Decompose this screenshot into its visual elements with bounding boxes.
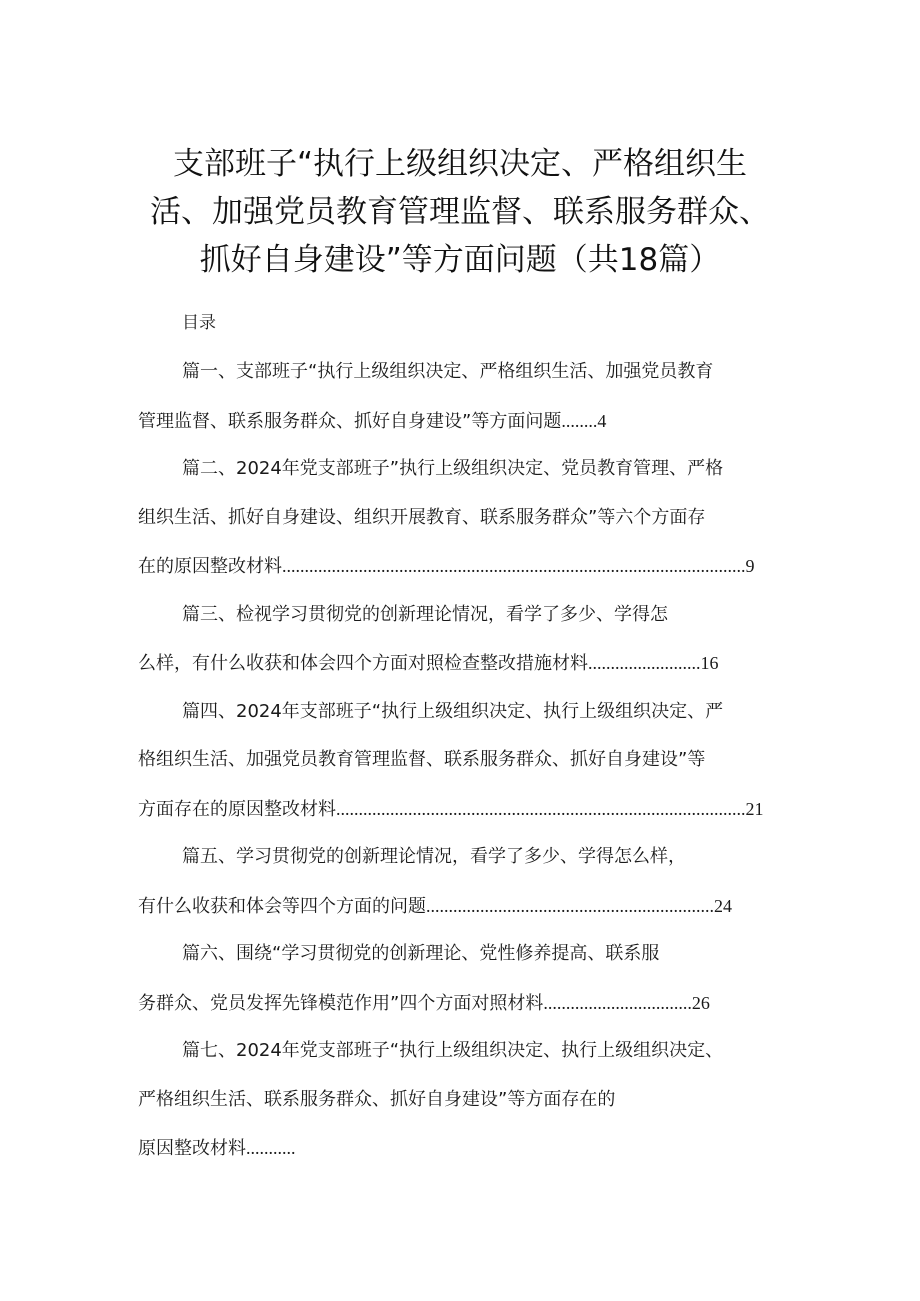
toc-entry-5-line-2	[138, 882, 798, 931]
toc-entry-1[interactable]	[138, 348, 798, 445]
toc-entry-1-page: 4	[597, 410, 607, 431]
title-line-1: 支部班子“执行上级组织决定、严格组织生	[172, 146, 748, 182]
toc-entry-7-line-2: 严格组织生活、联系服务群众、抓好自身建设”等方面存在的	[138, 1088, 616, 1110]
toc-entry-3-line-2-text: 么样，有什么收获和体会四个方面对照检查整改措施材料	[138, 653, 588, 674]
toc-entry-4[interactable]	[138, 688, 798, 834]
toc-entry-3-page: 16	[700, 653, 719, 673]
toc-entry-4-line-3	[138, 785, 798, 834]
toc-entry-4-line-2: 格组织生活、加强党员教育管理监督、联系服务群众、抓好自身建设”等	[138, 749, 706, 770]
toc-entry-1-line-1: 篇一、支部班子“执行上级组织决定、严格组织生活、加强党员教育	[182, 361, 714, 382]
toc-entry-2-page: 9	[745, 556, 755, 576]
table-of-contents	[138, 348, 798, 1173]
toc-entry-3-leader: .........................	[588, 653, 701, 673]
title-line-3: 抓好自身建设”等方面问题（共18篇）	[199, 242, 721, 278]
title-line-2: 活、加强党员教育管理监督、联系服务群众、	[150, 194, 770, 230]
toc-heading: 目录	[182, 313, 216, 333]
toc-entry-1-line-2-text: 管理监督、联系服务群众、抓好自身建设”等方面问题	[138, 410, 562, 432]
toc-entry-4-leader: ...........................................................................................	[336, 798, 746, 819]
toc-entry-5[interactable]	[138, 833, 798, 930]
toc-entry-1-leader: ........	[561, 410, 598, 431]
toc-entry-3-line-1: 篇三、检视学习贯彻党的创新理论情况，看学了多少、学得怎	[182, 603, 668, 625]
toc-entry-7[interactable]	[138, 1027, 798, 1173]
toc-entry-6-line-1: 篇六、围绕“学习贯彻党的创新理论、党性修养提高、联系服	[182, 943, 660, 964]
toc-entry-2[interactable]	[138, 445, 798, 591]
toc-entry-6-line-2-text: 务群众、党员发挥先锋模范作用”四个方面对照材料	[138, 992, 544, 1014]
toc-entry-6-leader: .................................	[543, 992, 692, 1013]
toc-entry-7-line-1: 篇七、2024年党支部班子“执行上级组织决定、执行上级组织决定、	[182, 1040, 724, 1061]
toc-entry-5-leader: ................................................................	[426, 895, 714, 916]
toc-entry-6[interactable]	[138, 930, 798, 1027]
toc-entry-6-line-2	[138, 979, 798, 1028]
toc-entry-1-line-2	[138, 397, 798, 446]
toc-entry-3[interactable]	[138, 591, 798, 688]
toc-entry-2-line-1: 篇二、2024年党支部班子”执行上级组织决定、党员教育管理、严格	[182, 458, 724, 479]
toc-entry-6-page: 26	[691, 992, 710, 1013]
toc-entry-5-line-2-text: 有什么收获和体会等四个方面的问题	[138, 895, 426, 917]
toc-entry-3-line-2	[138, 639, 798, 688]
toc-entry-7-leader: ...........	[246, 1138, 296, 1158]
document-title	[120, 140, 800, 284]
toc-entry-2-line-2: 组织生活、抓好自身建设、组织开展教育、联系服务群众”等六个方面存	[138, 506, 706, 528]
toc-entry-2-line-3	[138, 542, 798, 591]
toc-entry-4-line-1: 篇四、2024年支部班子“执行上级组织决定、执行上级组织决定、严	[182, 700, 724, 722]
toc-entry-2-leader: .......................................................................................................	[282, 556, 746, 576]
toc-entry-5-page: 24	[714, 895, 732, 916]
toc-entry-7-line-3	[138, 1124, 798, 1173]
toc-entry-4-page: 21	[745, 798, 764, 819]
toc-entry-2-line-3-text: 在的原因整改材料	[138, 556, 282, 577]
toc-entry-4-line-3-text: 方面存在的原因整改材料	[138, 798, 336, 820]
toc-entry-7-line-3-text: 原因整改材料	[138, 1138, 246, 1159]
toc-entry-5-line-1: 篇五、学习贯彻党的创新理论情况，看学了多少、学得怎么样，	[182, 846, 686, 867]
